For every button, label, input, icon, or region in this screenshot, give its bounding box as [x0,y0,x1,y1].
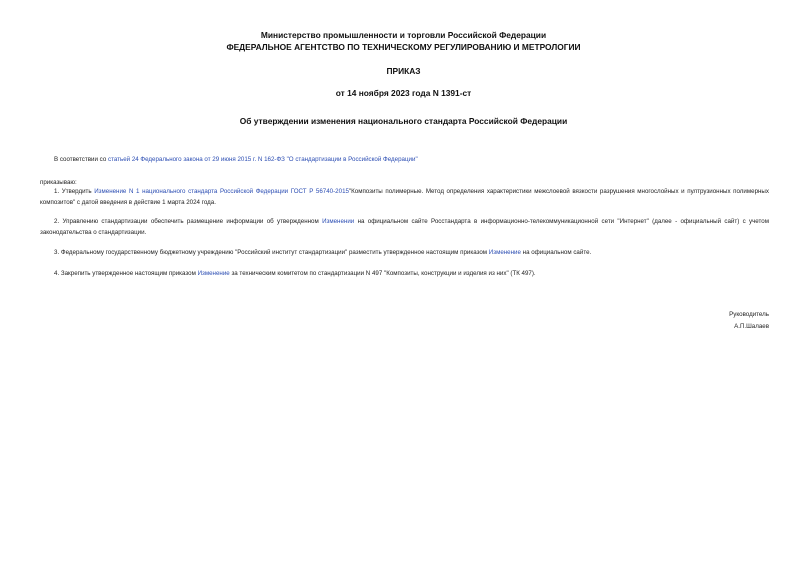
ministry-heading: Министерство промышленности и торговли Российской Федерации [260,30,547,40]
item-3-suffix: на официальном сайте. [520,249,592,256]
intro-prefix: В соответствии со [54,156,108,163]
item-4-amendment-link[interactable]: Изменение [197,270,230,277]
item-2-amendment-link[interactable]: Изменении [322,218,355,225]
item-3-prefix: 3. Федеральному государственному бюджетному учреждению "Российский институт стандартизации" разместить утвержденное настоящим приказом [54,249,489,256]
document-subject: Об утверждении изменения национального стандарта Российской Федерации [239,116,568,126]
prikazyvayu-text: приказываю: [40,179,77,186]
item-2-suffix: на официальном сайте Росстандарта в информационно-телекоммуникационной сети "Интернет" (далее - официальный сайт) с учетом законодательства о стандартизации. [40,218,770,236]
item-2-paragraph [40,217,769,238]
item-2-prefix: 2. Управлению стандартизации обеспечить размещение информации об утвержденном [54,218,323,225]
document-date-number: от 14 ноября 2023 года N 1391-ст [335,88,472,98]
item-1-prefix: 1. Утвердить [54,188,95,195]
agency-heading: ФЕДЕРАЛЬНОЕ АГЕНТСТВО ПО ТЕХНИЧЕСКОМУ РЕГУЛИРОВАНИЮ И МЕТРОЛОГИИ [226,42,581,52]
intro-paragraph [40,155,769,166]
item-4-suffix: за техническим комитетом по стандартизации N 497 "Композиты, конструкции и изделия из них" (ТК 497). [229,270,536,277]
item-3-amendment-link[interactable]: Изменение [488,249,521,256]
item-1-paragraph [40,187,769,208]
signatory-name: А.П.Шалаев [734,323,769,330]
item-3-paragraph [40,248,769,259]
document-type: ПРИКАЗ [386,66,421,76]
amendment-link[interactable]: Изменение N 1 национального стандарта Российской Федерации [94,188,289,195]
gost-link[interactable]: ГОСТ Р 56740-2015 [290,188,349,195]
signatory-title: Руководитель [729,311,769,318]
item-4-paragraph [40,269,769,280]
item-4-prefix: 4. Закрепить утвержденное настоящим приказом [54,270,198,277]
item-1-suffix: "Композиты полимерные. Метод определения характеристики межслоевой вязкости разрушения многослойных и пултрузионных полимерных композитов" с датой введения в действие 1 марта 2024 года. [40,188,769,206]
law-article-link[interactable]: статьей 24 Федерального закона от 29 июня 2015 г. N 162-ФЗ "О стандартизации в Российской Федерации" [107,156,418,163]
